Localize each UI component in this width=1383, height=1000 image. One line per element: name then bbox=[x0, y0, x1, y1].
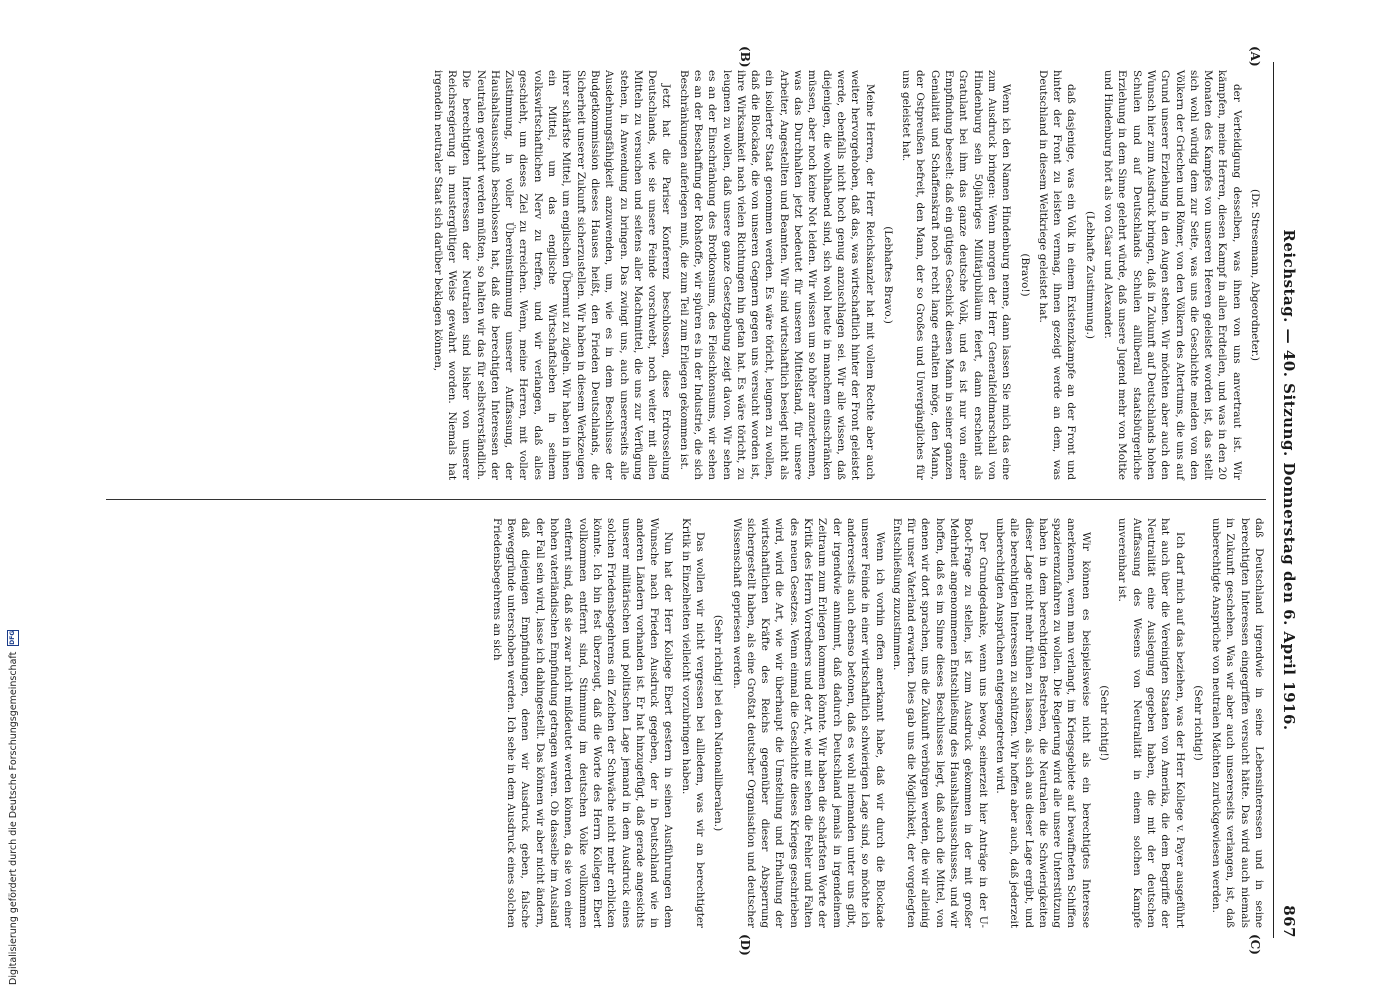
margin-letter-c: (C) bbox=[1247, 934, 1262, 955]
interjection: (Sehr richtig!) bbox=[1097, 685, 1110, 761]
column-divider bbox=[106, 499, 1266, 500]
interjection: (Lebhafte Zustimmung.) bbox=[1083, 211, 1096, 339]
paragraph: Das wollen wir nicht vergessen bei allledem, was wir an berechtigter Kritik in Einzelheiten vielleicht vorzubringen haben. bbox=[679, 518, 706, 928]
interjection: (Sehr richtig! bei den Nationalliberalen.) bbox=[711, 614, 724, 832]
left-text-column bbox=[106, 70, 1266, 480]
page-header bbox=[1273, 62, 1304, 938]
paragraph: Jetzt hat die Pariser Konferenz beschlossen, diese Erdrosselung Deutschlands, wie sie unsere Feinde vorschwebt, noch weiter mit allen Mitteln zu versuchen und seitens aller Machtmittel, die uns zur Verfügung stehen, in Anwendung zu bringen. Das zwingt uns, auch unsererseits alle Ausdehnungsfähigkeit anzuwenden, um, wie es in dem Beschlusse der Budgetkommission dieses Hauses heißt, den Frieden Deutschlands, die Sicherheit unserer Zukunft sicherzustellen. Wir haben in diesem Werkzeugen ihrer schärfste Mittel, um englischen Übermut zu zügeln. Wir haben in ihnen ein Mittel, um das englische Wirtschaftsleben in seinem volkswirtschaftlichen Nerv zu treffen, und wir verlangen, daß alles geschieht, um dieses Ziel zu erreichen. Wenn, meine Herren, mit voller Zustimmung, in voller Übereinstimmung unserer Auffassung, der Haushaltsausschuß beschlossen hat, daß die berechtigten Interessen der Neutralen gewahrt werden müßten, so halten wir das für selbstverständlich. Die berechtigten Interessen der Neutralen sind bisher von unserer Reichsregierung in mustergültiger Weise gewahrt worden. Niemals hat irgendein neutraler Staat sich darüber beklagen können, bbox=[431, 70, 672, 480]
paragraph: Wenn ich vorhin offen anerkannt habe, daß wir durch die Blockade unserer Feinde in einer wirtschaftlich schwierigen Lage sind, so möchte ich andererseits auch ebenso betonen, daß es wohl niemanden unter uns gibt, der irgendwie annimmt, daß dadurch Deutschland jemals in irgendeinem Zeitraum zum Erliegen kommen könnte. Wir haben die schärfsten Worte der Kritik des Herrn Vorredners und der Art, wie mit sehen die Fehler und Falten des neuen Gesetzes. Wenn einmal die Geschichte dieses Krieges geschrieben wird, wird die Art, wie wir überhaupt die Umstellung und Erhaltung der wirtschaftlichen Kräfte des Reichs gegenüber dieser Absperrung sichergestellt haben, als eine Großtat deutscher Organisation und deutscher Wissenschaft gepriesen werden. bbox=[730, 518, 886, 928]
paragraph: Meine Herren, der Herr Reichskanzler hat mit vollem Rechte aber auch weiter hervorgehoben, daß das, was wirtschaftlich hinter der Front geleistet werde, ebenfalls nicht hoch genug anzuschlagen sei. Wir alle wissen, daß diejenigen, die wohlhabend sind, sich wohl heute in manchem einschränken müssen, aber noch keine Not leiden. Wir wissen um so höher anzuerkennen, was das Durchhalten jetzt bedeutet für unseren Mittelstand, für unsere Arbeiter, Angestellten und Beamten. Wir sind wirtschaftlich besiegt nicht als ein isolierter Staat genommen werden. Es wäre töricht, leugnen zu wollen, daß die Blockade, die von unseren Gegnern gegen uns versucht worden ist, ihre Wirksamkeit nach vielen Richtungen hin getan hat. Es wäre töricht, zu leugnen zu wollen, daß unsere ganze Gesetzgebung zeigt davon. Wir sehen es an der Einschränkung des Brotkonsums, des Fleischkonsums, wir sehen es an der Beschaffung der Rohstoffe, wir spüren es in der Industrie, die sich Beschränkungen auferlegen muß, die zum Teil zum Erliegen gekommen ist. bbox=[677, 70, 876, 480]
speaker-label: (Dr. Stresemann, Abgeordneter.) bbox=[1248, 189, 1261, 361]
page-number: 867 bbox=[1279, 905, 1298, 938]
paragraph: Wir können es beispielsweise nicht als ein berechtigtes Interesse anerkennen, wenn man verlangt, im Kriegsgebiete auf bewaffneten Schiffen spazierenzufahren zu wollen. Die Regierung wird alle unsere Unterstützung haben in dem berechtigten Bestreben, die Neutralen die Schwierigkeiten dieser Lage nicht mehr fühlen zu lassen, als sich aus dieser Lage ergibt, und alle berechtigten Interessen zu schützen. Wir hoffen aber auch, daß jederzeit unberechtigten Ansprüchen entgegengetreten wird. bbox=[993, 518, 1092, 928]
interjection: (Bravo!) bbox=[1018, 253, 1031, 297]
scanned-page bbox=[72, 40, 1312, 960]
footer-text: Digitalisierung gefördert durch die Deutsche Forschungsgemeinschaft bbox=[7, 651, 19, 985]
paragraph: daß Deutschland irgendwie in seine Lebensinteressen und in seine berechtigten Interessen eingegriffen versucht hätte. Das wird auch niemals in Zukunft geschehen. Was wir aber auch unsererseits verlangen, ist, daß unberechtigte Ansprüche von neutralen Mächten zurückgewiesen werden. bbox=[1209, 518, 1265, 928]
dfg-logo: DFG bbox=[7, 630, 19, 646]
paragraph: Nun hat der Herr Kollege Ebert gestern in seinen Ausführungen dem Wunsche nach Frieden Ausdruck gegeben, der in Deutschland wie in anderen Ländern vorhanden ist. Er hat hinzugefügt, daß gerade angesichts unserer militärischen und politischen Lage jemand in dem Ausdruck eines solchen Friedensbegehrens ein Zeichen der Schwäche nicht mehr erblicken könnte. Ich bin fest überzeugt, daß die Worte des Herrn Kollegen Ebert vollkommen entfernt sind, Stimmung im deutschen Volke vollkommen entfernt sind, daß sie zwar nicht mißdeutet werden können, da sie von einer hohen vaterländischen Empfindung getragen waren. Ob dasselbe im Ausland der Fall sein wird, lasse ich dahingestellt. Das können wir aber nicht ändern, daß diejenigen Empfindungen, denen wir Ausdruck geben, falsche Beweggründe unterschoben werden. Ich sehe in dem Ausdruck eines solchen Friedensbegehrens an sich bbox=[490, 518, 674, 928]
right-text-column bbox=[106, 518, 1266, 928]
paragraph: Ich darf mich auf das beziehen, was der Herr Kollege v. Payer ausgeführt hat auch über die Vereinigten Staaten von Amerika, die dem Begriffe der Neutralität eine Auslegung gegeben haben, die mit der deutschen Auffassung des Wesens von Neutralität in einem solchen Kampfe unvereinbar ist. bbox=[1115, 518, 1186, 928]
digitization-footer bbox=[6, 0, 20, 985]
margin-letter-a: (A) bbox=[1247, 46, 1262, 67]
margin-letter-b: (B) bbox=[737, 46, 752, 68]
paragraph: der Verteidigung desselben, was ihnen von uns anvertraut ist. Wir kämpfen, meine Herren, diesen Kampf in allen Erdteilen, und was in den 20 Monaten des Kampfes von unseren Heeren geleistet worden ist, das stellt sich wohl würdig dem zur Seite, was uns die Geschichte melden von den Völkern der Griechen und Römer, von den Völkern des Altertums, die uns auf Grund unserer Erziehung in den Augen stehen. Wir möchten aber auch den Wunsch hier zum Ausdruck bringen, daß in Zukunft auf Deutschlands hohen Schulen und auf Deutschlands Schulen allüberall staatsbürgerliche Erziehung in dem Sinne gelehrt würde, daß unsere Jugend mehr von Moltke und Hindenburg hört als von Cäsar und Alexander. bbox=[1101, 70, 1243, 480]
paragraph: daß dasjenige, was ein Volk in einem Existenzkampfe an der Front und hinter der Front zu leisten vermag, ihnen gezeigt werde an dem, was Deutschland in diesem Weltkriege geleistet hat. bbox=[1036, 70, 1077, 480]
margin-letter-d: (D) bbox=[737, 934, 752, 956]
paragraph: Der Grundgedanke, wenn uns bewog, seinerzeit hier Anträge in der U-Boot-Frage zu stellen, ist zum Ausdruck gekommen in der mit großer Mehrheit angenommenen Entschließung des Haushaltsausschusses, und wir hoffen, daß es im Sinne dieses Beschlusses liegt, daß auch die Mittel, von denen wir dort sprachen, uns die Zukunft verbürgen werden, die wir alleinig für unser Vaterland erwarten. Dies gab uns die Möglichkeit, der vorgelegten Entschließung zuzustimmen. bbox=[890, 518, 989, 928]
interjection: (Lebhaftes Bravo.) bbox=[881, 226, 894, 324]
interjection: (Sehr richtig!) bbox=[1191, 685, 1204, 761]
paragraph: Wenn ich den Namen Hindenburg nenne, dann lassen Sie mich das eine zum Ausdruck bringen: Wenn morgen der Herr Generalfeldmarschall von Hindenburg sein 50jähriges Militärjubiläum feiert, dann erscheint als Gratulant bei ihm das ganze deutsche Volk, und es ist nur von einer Empfindung beseelt: daß ein gütiges Geschick diesen Mann in seiner ganzen Genialität und Schaffenskraft noch recht lange erhalten möge, den Mann, der Ostpreußen befreit, den Mann, der so Großes und Unvergängliches für uns geleistet hat. bbox=[899, 70, 1012, 480]
header-title: Reichstag. — 40. Sitzung. Donnerstag den 6. April 1916. bbox=[1279, 229, 1298, 731]
